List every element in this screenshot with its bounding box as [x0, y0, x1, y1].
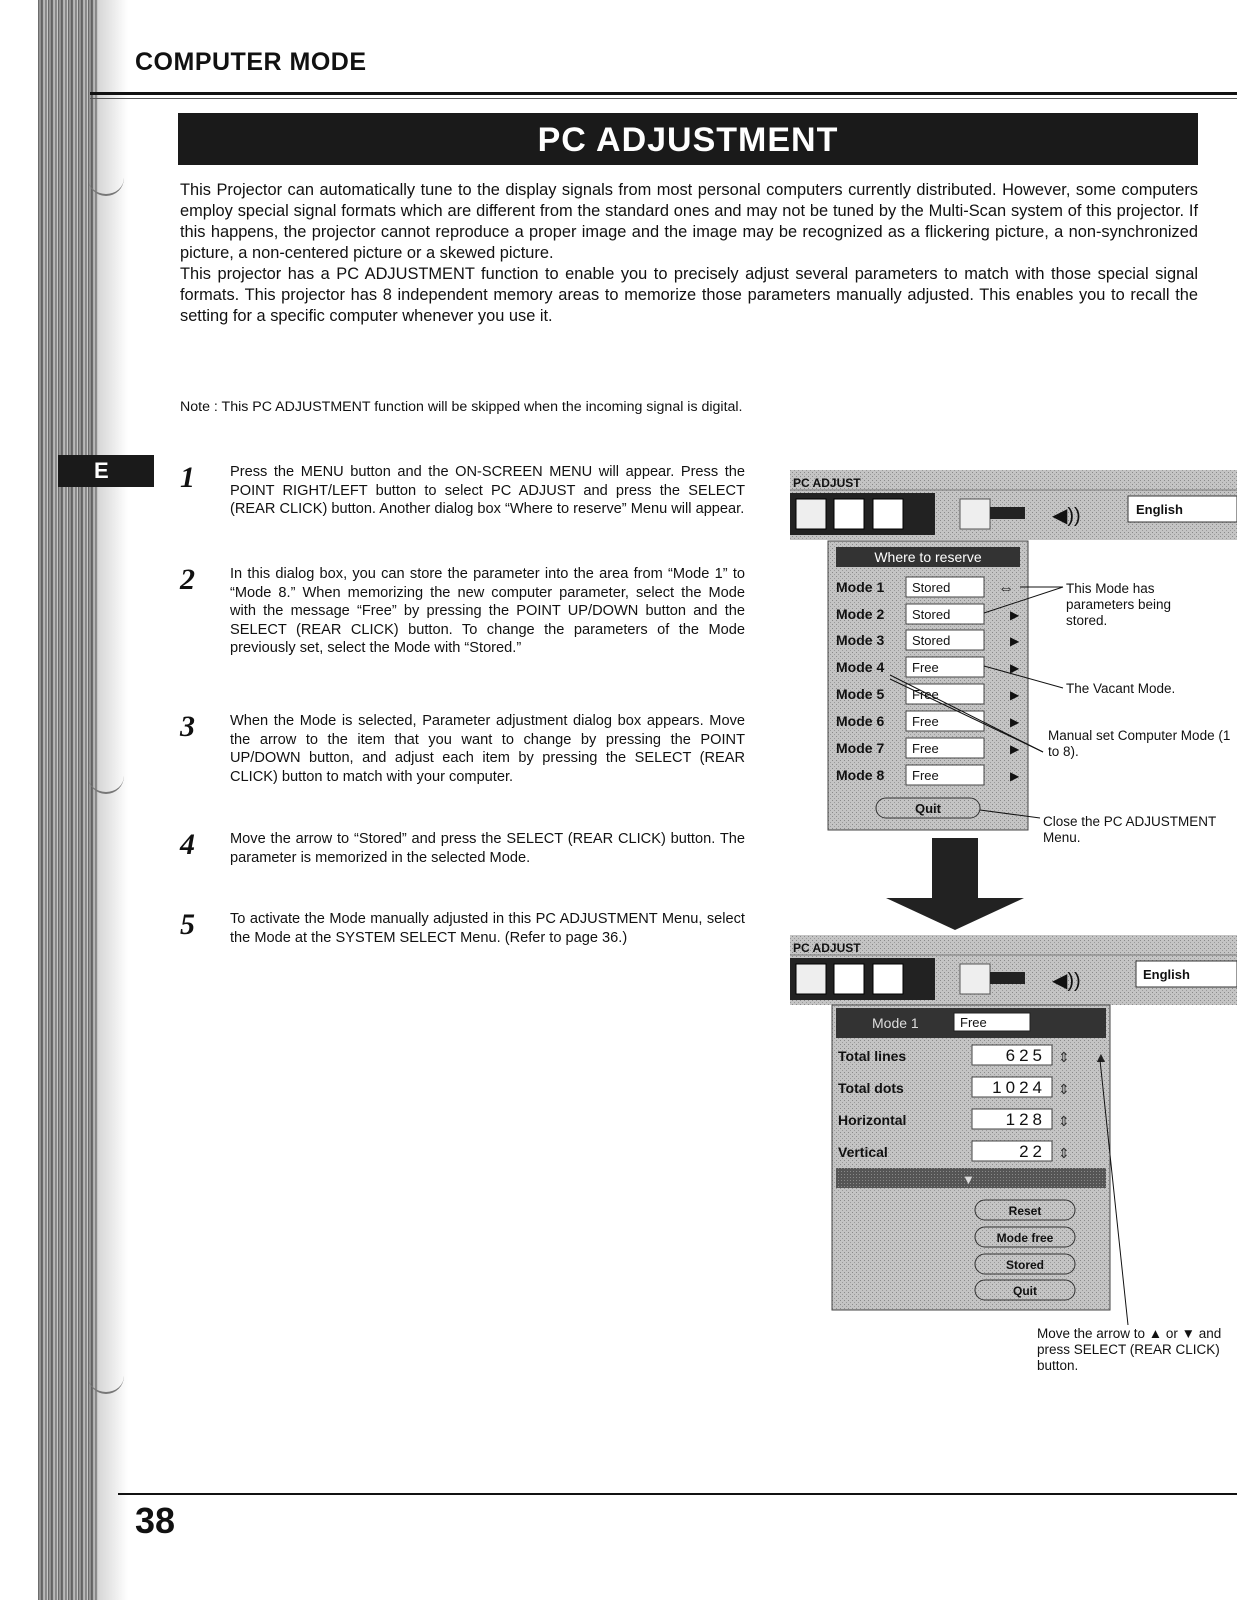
section-title: COMPUTER MODE [135, 48, 367, 76]
mode-status: Free [912, 660, 939, 675]
param-label: Total dots [838, 1080, 904, 1096]
language-tab-label: E [94, 458, 109, 483]
param-value: 22 [1019, 1142, 1046, 1161]
mode-label: Mode 5 [836, 686, 885, 702]
callout-stored: This Mode has parameters being stored. [1066, 581, 1172, 628]
mode-status: Free [960, 1015, 987, 1030]
arrow-icon: ⇔ [998, 580, 1014, 597]
parameter-dialog [832, 1005, 1110, 1310]
step-number: 5 [180, 908, 195, 941]
mode-free-button[interactable] [975, 1227, 1075, 1247]
page-number: 38 [135, 1500, 176, 1541]
param-label: Vertical [838, 1144, 888, 1160]
mode-label: Mode 8 [836, 767, 885, 783]
step-text: In this dialog box, you can store the parameter into the area from “Mode 1” to “Mode 8.” When memorizing the new computer parameter, select the Mode with the message “Free” by pressing the POINT UP/DOWN button and the SELECT (REAR CLICK) button. To change the parameters of the Mode previously set, select the Mode with “Stored.” [230, 566, 745, 656]
scroll-down-icon[interactable]: ▼ [962, 1172, 975, 1187]
mode-status: Stored [912, 633, 951, 648]
where-to-reserve-dialog [828, 541, 1028, 830]
step-number: 4 [180, 828, 195, 861]
callout-manual: Manual set Computer Mode (1 to 8). [1048, 728, 1231, 759]
step-number: 2 [180, 563, 195, 596]
speaker-icon: ◀)) [1052, 505, 1081, 527]
step-text: To activate the Mode manually adjusted in this PC ADJUSTMENT Menu, select the Mode at the SYSTEM SELECT Menu. (Refer to page 36.) [230, 911, 745, 946]
button-label: Mode free [996, 1231, 1054, 1245]
quit-button[interactable] [876, 798, 980, 818]
callout-arrow: Move the arrow to ▲ or ▼ and press SELECT (REAR CLICK) button. [1037, 1326, 1222, 1373]
quit-label: Quit [915, 801, 941, 816]
button-label: Quit [1013, 1284, 1037, 1298]
speaker-icon: ◀)) [1052, 970, 1081, 992]
param-value: 128 [1005, 1110, 1046, 1129]
mode-status: Free [912, 714, 939, 729]
menu-bar-1 [790, 470, 1237, 540]
menu-bar-title: PC ADJUST [793, 941, 861, 955]
param-label: Total lines [838, 1048, 907, 1064]
step-text: Press the MENU button and the ON-SCREEN MENU will appear. Press the POINT RIGHT/LEFT button to select PC ADJUST and press the SELECT (REAR CLICK) button. Another dialog box “Where to reserve” Menu will appear. [230, 464, 745, 517]
play-icon: ▶ [1010, 688, 1020, 702]
button-label: Reset [1008, 1204, 1042, 1218]
mode-label: Mode 2 [836, 606, 885, 622]
play-icon: ▶ [1010, 634, 1020, 648]
menu-bar-2 [790, 935, 1237, 1005]
note-text: Note : This PC ADJUSTMENT function will be skipped when the incoming signal is digital. [180, 399, 743, 415]
updown-icon: ⇕ [1058, 1081, 1070, 1097]
step-text: When the Mode is selected, Parameter adjustment dialog box appears. Move the arrow to the item that you want to change by pressing the POINT UP/DOWN button, and adjust each item by pressing the SELECT (REAR CLICK) button to match with your computer. [230, 713, 745, 785]
play-icon: ▶ [1010, 608, 1020, 622]
mode-status: Stored [912, 607, 951, 622]
step-text: Move the arrow to “Stored” and press the SELECT (REAR CLICK) button. The parameter is memorized in the selected Mode. [230, 831, 745, 866]
up-arrow-icon: ▲ [1094, 1049, 1108, 1065]
intro-paragraph: This Projector can automatically tune to the display signals from most personal computers currently distributed. However, some computers employ special signal formats which are different from the standard ones and may not be tuned by the Multi-Scan system of this projector. If this happens, the projector cannot reproduce a proper image and the image may be recognized as a flickering picture, a non-synchronized picture, a non-centered picture or a skewed picture. [180, 181, 1198, 262]
play-icon: ▶ [1010, 742, 1020, 756]
quit-button[interactable] [975, 1280, 1075, 1300]
step-number: 1 [180, 461, 195, 494]
down-arrow [886, 838, 1024, 930]
mode-label: Mode 6 [836, 713, 885, 729]
callout-vacant: The Vacant Mode. [1066, 681, 1176, 696]
mode-status: Free [912, 687, 939, 702]
mode-status: Free [912, 768, 939, 783]
play-icon: ▶ [1010, 661, 1020, 675]
stored-button[interactable] [975, 1254, 1075, 1274]
play-icon: ▶ [1010, 715, 1020, 729]
updown-icon: ⇕ [1058, 1049, 1070, 1065]
menu-bar-title: PC ADJUST [793, 476, 861, 490]
page-title: PC ADJUSTMENT [537, 121, 839, 159]
mode-label: Mode 1 [836, 579, 885, 595]
param-value: 625 [1005, 1046, 1046, 1065]
mode-label: Mode 4 [836, 659, 885, 675]
param-label: Horizontal [838, 1112, 907, 1128]
mode-label: Mode 3 [836, 632, 885, 648]
step-number: 3 [180, 710, 195, 743]
mode-label: Mode 7 [836, 740, 885, 756]
play-icon: ▶ [1010, 769, 1020, 783]
mode-status: Stored [912, 580, 951, 595]
intro-paragraph: This projector has a PC ADJUSTMENT function to enable you to precisely adjust several parameters to match with those special signal formats. This projector has 8 independent memory areas to memorize those parameters manually adjusted. This enables you to recall the setting for a specific computer whenever you use it. [180, 265, 1198, 325]
language-label: English [1143, 967, 1190, 982]
mode-status: Free [912, 741, 939, 756]
footer-rule [118, 1493, 1237, 1495]
updown-icon: ⇕ [1058, 1113, 1070, 1129]
reset-button[interactable] [975, 1200, 1075, 1220]
dialog-title: Where to reserve [874, 549, 982, 565]
language-label: English [1136, 502, 1183, 517]
updown-icon: ⇕ [1058, 1145, 1070, 1161]
mode-title: Mode 1 [872, 1015, 919, 1031]
callout-close: Close the PC ADJUSTMENT Menu. [1043, 814, 1217, 845]
param-value: 1024 [992, 1078, 1046, 1097]
button-label: Stored [1005, 1258, 1045, 1272]
